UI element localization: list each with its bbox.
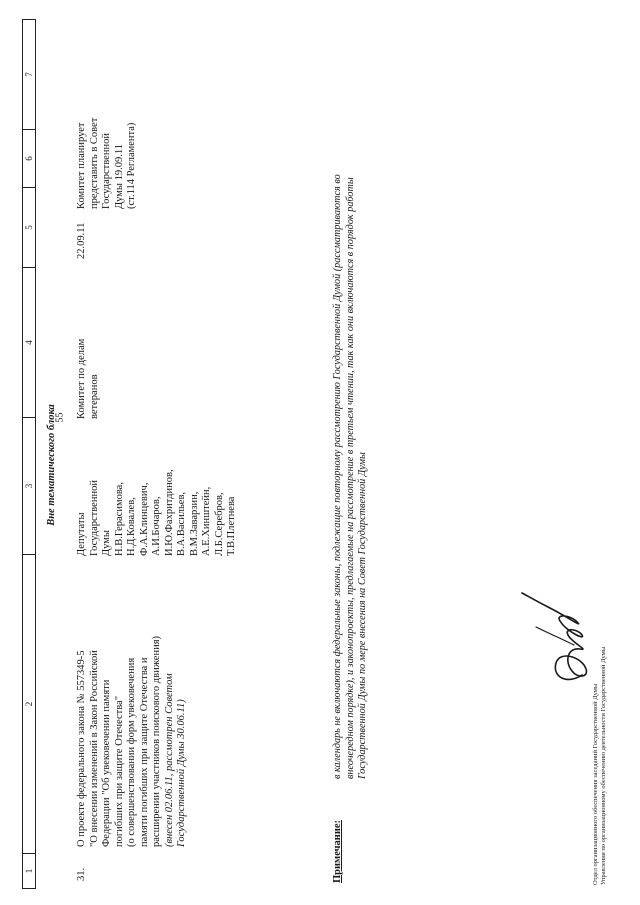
author-line: В.А.Васильев, [176,491,187,556]
header-cell-5: 5 [23,188,35,268]
bill-title-line: Федерации "Об увековечении памяти [101,679,112,847]
note-text [332,19,370,779]
entry-number: 31. [76,867,87,881]
header-cell-2: 2 [23,555,35,854]
header-cell-3: 3 [23,418,35,555]
remark [76,89,139,209]
remark-line: Государственной [101,133,112,209]
author-line: Думы [101,530,112,556]
header-cell-1: 1 [24,868,34,874]
remark-line: Комитет планирует [76,122,87,209]
committee-line: ветеранов [88,374,100,419]
author-line: Государственной [88,480,100,556]
footer [592,647,608,885]
note-line: в календарь не включаются федеральные законы, подлежащие повторному рассмотрению Государственной Думой (рассматриваются во [332,174,343,779]
responsible-committee [76,269,101,419]
author-line: Депутаты [76,512,87,556]
author-line: Л.Б.Серебров, [213,492,225,556]
page-number: 55 [54,412,66,423]
author-line: Ф.А.Клинцевич, [138,482,150,556]
author-line: Н.В.Герасимова, [113,482,125,556]
bill-title-line: погибших при защите Отечества" [113,695,125,847]
header-cell-4: 4 [23,268,35,418]
author-line: И.Ю.Фахритдинов, [163,469,175,556]
date: 22.09.11 [76,222,87,259]
bill-title-line: (о совершенствовании форм увековечения [126,657,137,847]
bill-description [76,559,189,855]
remark-line: представить в Совет [88,117,100,209]
note-line: Государственной Думы по мере внесения на Совет Государственной Думы [357,452,368,779]
author-line: В.М.Заварзин, [188,491,200,556]
bill-title-line: памяти погибших при защите Отечества и [138,657,150,847]
bill-title-line: расширении участников поискового движения) [151,635,162,847]
author-line: Н.Д.Ковалев, [126,497,137,556]
remark-line: (ст.114 Регламента) [126,122,137,209]
header-cell-7: 7 [23,20,35,130]
note-line: внеочередном порядке), и законопроекты, предлагаемые на рассмотрение в третьем чтении, так как они включаются в порядок работы [344,177,356,779]
bill-title-line: О проекте федерального закона № 557349-5 [76,650,87,847]
footer-line: Отдел организационного обеспечения заседаний Государственной Думы [592,683,599,885]
bill-note-line: Государственной Думы 30.06.11) [176,699,187,847]
block-title: Вне тематического блока [46,404,57,526]
bill-note-line: (внесен 02.06.11, рассмотрен Советом [163,673,175,847]
table-header [22,19,36,889]
note-label: Примечание: [332,819,343,883]
author-line: А.Е.Хинштейн, [201,486,212,556]
author-line: А.И.Бочаров, [151,496,162,556]
header-cell-6: 6 [23,130,35,188]
remark-line: Думы 19.09.11 [113,144,125,209]
author-line: Т.В.Плетнева [226,496,237,556]
bill-authors [76,426,239,556]
footer-line: Управления по организационному обеспечению деятельности Государственной Думы [600,646,607,885]
committee-line: Комитет по делам [76,338,87,419]
bill-title-line: "О внесении изменений в Закон Российской [88,650,100,847]
